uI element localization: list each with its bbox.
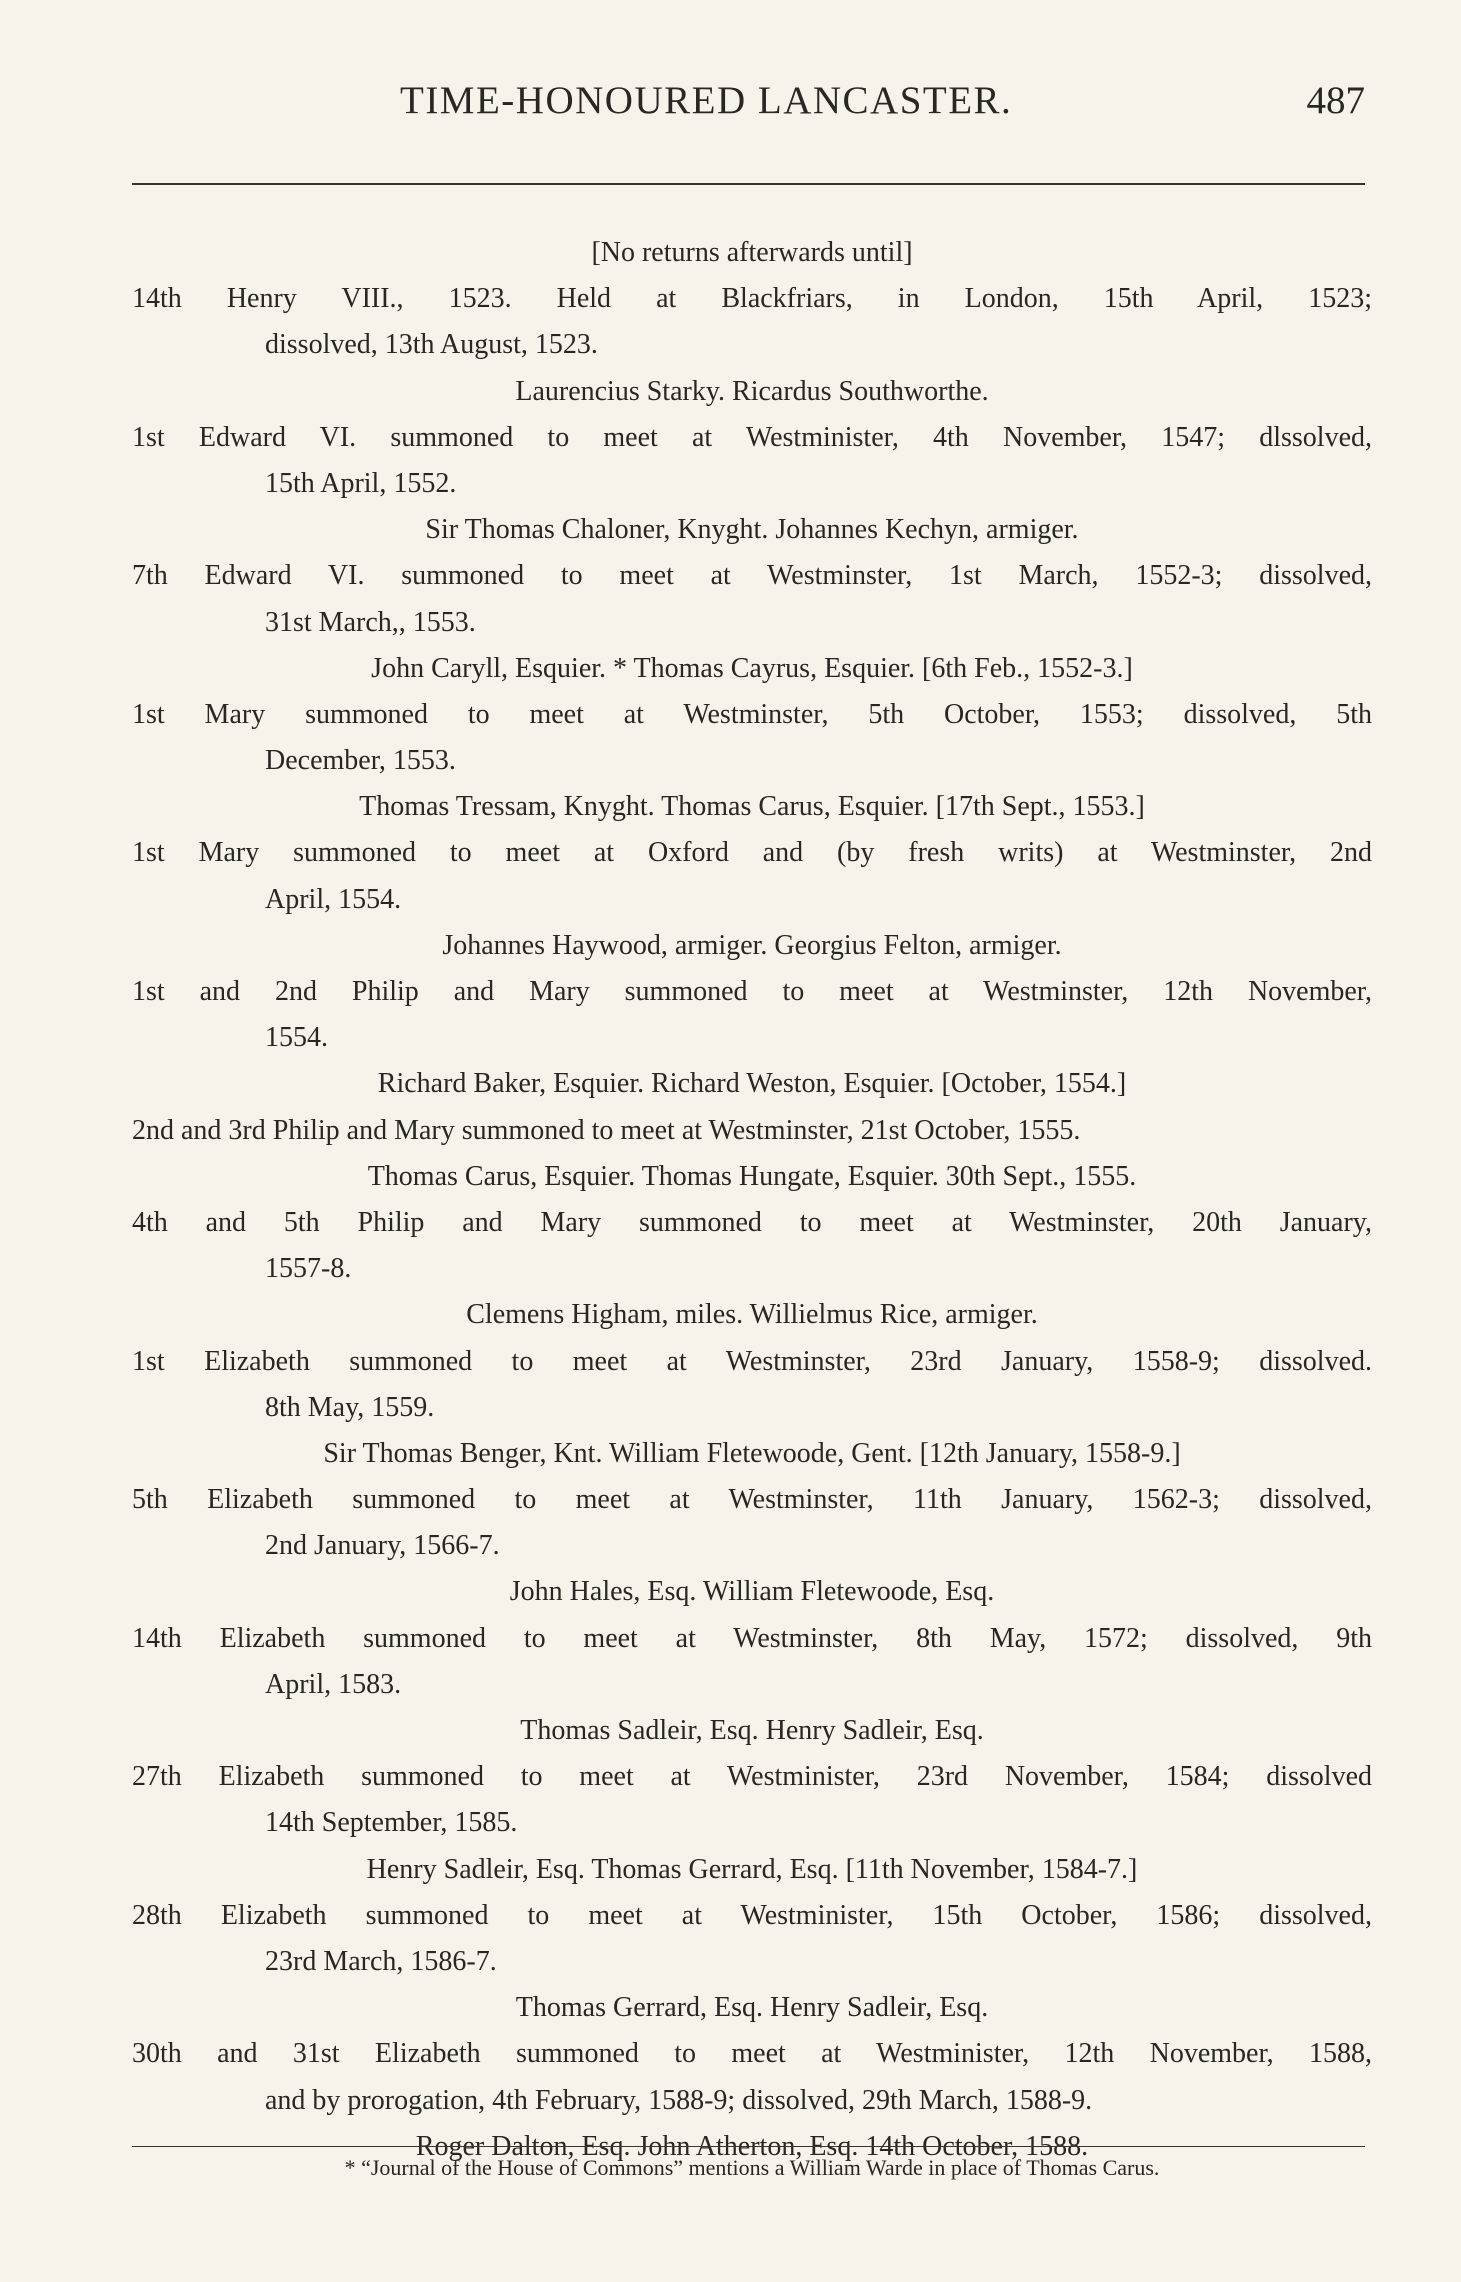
- parliament-entry-line: 14th Henry VIII., 1523. Held at Blackfriars, in London, 15th April, 1523;: [132, 283, 1372, 315]
- members-line: Johannes Haywood, armiger. Georgius Felton, armiger.: [442, 929, 1062, 961]
- footnote: * “Journal of the House of Commons” mentions a William Warde in place of Thomas Carus.: [344, 2155, 1160, 2180]
- parliament-entry-continuation: 8th May, 1559.: [265, 1391, 435, 1423]
- parliament-entry-line: 4th and 5th Philip and Mary summoned to meet at Westminster, 20th January,: [132, 1206, 1372, 1238]
- parliament-entry-line: 1st and 2nd Philip and Mary summoned to meet at Westminster, 12th November,: [132, 976, 1372, 1007]
- running-title: TIME-HONOURED LANCASTER.: [400, 79, 1013, 122]
- header-rule: [132, 183, 1365, 185]
- members-line: Thomas Gerrard, Esq. Henry Sadleir, Esq.: [515, 1992, 989, 2024]
- parliament-entry-line: 1st Mary summoned to meet at Oxford and (by fresh writs) at Westminster, 2nd: [132, 837, 1372, 869]
- members-line: John Caryll, Esquier. * Thomas Cayrus, Esquier. [6th Feb., 1552-3.]: [371, 652, 1133, 684]
- parliament-entry-continuation: and by prorogation, 4th February, 1588-9; dissolved, 29th March, 1588-9.: [265, 2084, 1093, 2116]
- parliament-entry-line: 1st Elizabeth summoned to meet at Westminster, 23rd January, 1558-9; dissolved.: [132, 1345, 1372, 1377]
- parliament-entry-line: 1st Mary summoned to meet at Westminster, 5th October, 1553; dissolved, 5th: [132, 698, 1372, 730]
- footnote-rule: [132, 2146, 1365, 2147]
- members-line: Sir Thomas Chaloner, Knyght. Johannes Kechyn, armiger.: [425, 514, 1079, 546]
- parliament-entry-continuation: 31st March,, 1553.: [265, 606, 476, 638]
- parliament-entry-continuation: December, 1553.: [265, 745, 456, 777]
- parliament-entry-continuation: 2nd January, 1566-7.: [265, 1530, 500, 1562]
- parliament-entry-continuation: 15th April, 1552.: [265, 467, 457, 499]
- members-line: Thomas Tressam, Knyght. Thomas Carus, Esquier. [17th Sept., 1553.]: [359, 791, 1145, 823]
- running-head: [132, 78, 1365, 138]
- parliament-entry-line: 1st Edward VI. summoned to meet at Westminister, 4th November, 1547; dlssolved,: [132, 421, 1372, 453]
- members-line: Thomas Sadleir, Esq. Henry Sadleir, Esq.: [520, 1715, 984, 1746]
- parliament-entry-line: 30th and 31st Elizabeth summoned to meet at Westminister, 12th November, 1588,: [132, 2038, 1372, 2070]
- parliament-entry-line: 27th Elizabeth summoned to meet at Westminister, 23rd November, 1584; dissolved: [132, 1761, 1372, 1793]
- members-line: Thomas Carus, Esquier. Thomas Hungate, Esquier. 30th Sept., 1555.: [367, 1160, 1137, 1192]
- parliament-entry-line: 28th Elizabeth summoned to meet at Westminister, 15th October, 1586; dissolved,: [132, 1899, 1372, 1931]
- page-number: 487: [1306, 79, 1365, 122]
- parliament-entry-line: 5th Elizabeth summoned to meet at Westminster, 11th January, 1562-3; dissolved,: [132, 1484, 1372, 1516]
- parliament-entry-continuation: April, 1583.: [265, 1668, 402, 1700]
- parliament-entry-continuation: April, 1554.: [265, 883, 402, 915]
- parliament-entry-line: 14th Elizabeth summoned to meet at Westminster, 8th May, 1572; dissolved, 9th: [132, 1622, 1372, 1654]
- members-line: Roger Dalton, Esq. John Atherton, Esq. 14th October, 1588.: [415, 2130, 1089, 2162]
- parliament-entry-continuation: dissolved, 13th August, 1523.: [265, 329, 598, 361]
- parliament-entry-continuation: 1557-8.: [265, 1253, 352, 1285]
- parliament-entry-line: 7th Edward VI. summoned to meet at Westminster, 1st March, 1552-3; dissolved,: [132, 560, 1372, 592]
- members-line: [No returns afterwards until]: [591, 237, 913, 268]
- parliament-entry-line: 2nd and 3rd Philip and Mary summoned to meet at Westminster, 21st October, 1555.: [132, 1114, 1081, 1146]
- parliament-entry-continuation: 23rd March, 1586-7.: [265, 1945, 497, 1977]
- members-line: Clemens Higham, miles. Willielmus Rice, armiger.: [466, 1299, 1038, 1331]
- parliament-entry-continuation: 1554.: [265, 1022, 328, 1054]
- members-line: Sir Thomas Benger, Knt. William Fletewoode, Gent. [12th January, 1558-9.]: [323, 1437, 1181, 1469]
- members-line: Laurencius Starky. Ricardus Southworthe.: [515, 375, 989, 407]
- members-line: Henry Sadleir, Esq. Thomas Gerrard, Esq. [11th November, 1584-7.]: [366, 1853, 1138, 1885]
- members-line: Richard Baker, Esquier. Richard Weston, Esquier. [October, 1554.]: [377, 1068, 1127, 1100]
- page-body: [132, 230, 1372, 2170]
- members-line: John Hales, Esq. William Fletewoode, Esq.: [509, 1576, 995, 1608]
- parliament-entry-continuation: 14th September, 1585.: [265, 1807, 518, 1839]
